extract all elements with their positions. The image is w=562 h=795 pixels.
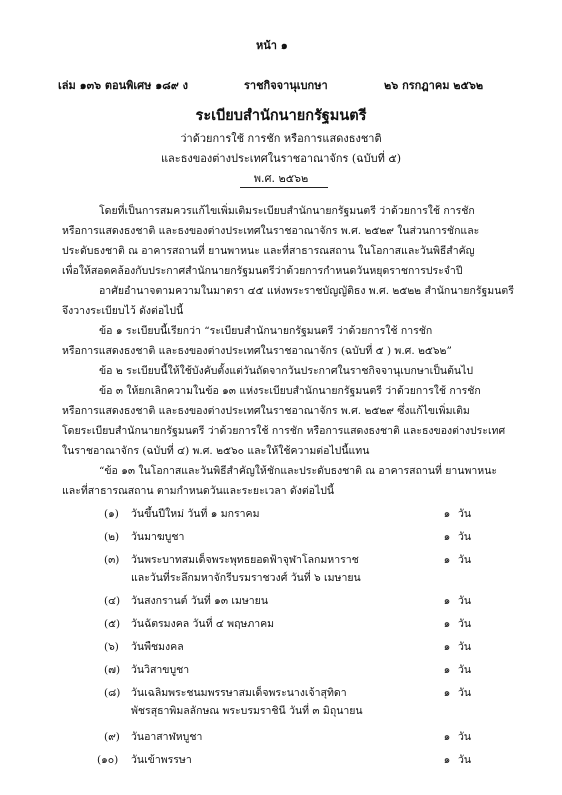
list-item-name: วันเฉลิมพระชนมพรรษาสมเด็จพระนางเจ้าสุทิดา <box>131 687 347 699</box>
body-line: หรือการแสดงธงชาติ และธงของต่างประเทศในราชอาณาจักร พ.ศ. ๒๕๒๙ ซึ่งแก้ไขเพิ่มเติม <box>62 405 470 417</box>
list-item-number: (๑๐) <box>97 754 119 766</box>
gazette-date: ๒๖ กรกฎาคม ๒๕๖๒ <box>384 79 484 92</box>
list-item-name: วันมาฆบูชา <box>131 531 185 543</box>
list-item-continuation: และวันที่ระลึกมหาจักรีบรมราชวงศ์ วันที่ ๖ เมษายน <box>131 572 361 584</box>
list-item-days: ๑ <box>443 531 451 543</box>
list-item-days: ๑ <box>443 664 451 676</box>
list-item-unit: วัน <box>458 618 472 630</box>
list-item-name: วันสงกรานต์ วันที่ ๑๓ เมษายน <box>131 595 269 607</box>
list-item-days: ๑ <box>443 554 451 566</box>
body-line: หรือการแสดงธงชาติ และธงของต่างประเทศในราชอาณาจักร (ฉบับที่ ๕ ) พ.ศ. ๒๕๖๒” <box>62 345 452 357</box>
list-item-number: (๕) <box>104 618 121 630</box>
doc-subtitle-2: และธงของต่างประเทศในราชอาณาจักร (ฉบับที่ ๕) <box>160 152 402 165</box>
list-item-name: วันพระบาทสมเด็จพระพุทธยอดฟ้าจุฬาโลกมหาราช <box>131 554 359 566</box>
doc-year: พ.ศ. ๒๕๖๒ <box>253 172 309 185</box>
body-line: หรือการแสดงธงชาติ และธงของต่างประเทศในราชอาณาจักร พ.ศ. ๒๕๒๙ ในส่วนการชักและ <box>62 225 480 237</box>
list-item-continuation: พัชรสุธาพิมลลักษณ พระบรมราชินี วันที่ ๓ มิถุนายน <box>131 705 363 717</box>
list-item-number: (๗) <box>104 664 121 676</box>
list-item-unit: วัน <box>458 554 472 566</box>
doc-subtitle-1: ว่าด้วยการใช้ การชัก หรือการแสดงธงชาติ <box>180 132 382 145</box>
list-item-days: ๑ <box>443 595 451 607</box>
list-item-days: ๑ <box>443 618 451 630</box>
gazette-volume: เล่ม ๑๓๖ ตอนพิเศษ ๑๘๙ ง <box>58 79 188 92</box>
body-line: และที่สาธารณสถาน ตามกำหนดวันและระยะเวลา ดังต่อไปนี้ <box>62 485 335 497</box>
body-line: อาศัยอำนาจตามความในมาตรา ๔๕ แห่งพระราชบัญญัติธง พ.ศ. ๒๕๒๒ สำนักนายกรัฐมนตรี <box>99 285 514 297</box>
body-line: โดยระเบียบสำนักนายกรัฐมนตรี ว่าด้วยการใช้ การชัก หรือการแสดงธงชาติ และธงของต่างประเทศ <box>62 425 506 437</box>
list-item-name: วันขึ้นปีใหม่ วันที่ ๑ มกราคม <box>131 508 260 520</box>
list-item-number: (๓) <box>104 554 120 566</box>
body-line: ข้อ ๓ ให้ยกเลิกความในข้อ ๑๓ แห่งระเบียบสำนักนายกรัฐมนตรี ว่าด้วยการใช้ การชัก <box>99 385 481 397</box>
body-line: โดยที่เป็นการสมควรแก้ไขเพิ่มเติมระเบียบสำนักนายกรัฐมนตรี ว่าด้วยการใช้ การชัก <box>99 205 475 217</box>
list-item-number: (๒) <box>104 531 120 543</box>
list-item-days: ๑ <box>443 731 451 743</box>
list-item-unit: วัน <box>458 664 472 676</box>
list-item-days: ๑ <box>443 687 451 699</box>
list-item-number: (๔) <box>104 595 121 607</box>
list-item-name: วันฉัตรมงคล วันที่ ๔ พฤษภาคม <box>131 618 275 630</box>
list-item-number: (๑) <box>104 508 119 520</box>
title-divider <box>240 187 328 188</box>
list-item-number: (๙) <box>104 731 120 743</box>
list-item-unit: วัน <box>458 595 472 607</box>
page-number: หน้า ๑ <box>256 39 288 52</box>
list-item-unit: วัน <box>458 641 472 653</box>
body-line: ข้อ ๑ ระเบียบนี้เรียกว่า “ระเบียบสำนักนายกรัฐมนตรี ว่าด้วยการใช้ การชัก <box>99 325 433 337</box>
list-item-days: ๑ <box>443 508 451 520</box>
body-line: ข้อ ๒ ระเบียบนี้ให้ใช้บังคับตั้งแต่วันถัดจากวันประกาศในราชกิจจานุเบกษาเป็นต้นไป <box>99 365 474 377</box>
list-item-unit: วัน <box>458 687 472 699</box>
body-line: ประดับธงชาติ ณ อาคารสถานที่ ยานพาหนะ และที่สาธารณสถาน ในโอกาสและวันพิธีสำคัญ <box>62 245 475 257</box>
list-item-unit: วัน <box>458 731 472 743</box>
list-item-unit: วัน <box>458 531 472 543</box>
body-line: จึงวางระเบียบไว้ ดังต่อไปนี้ <box>62 305 184 317</box>
list-item-unit: วัน <box>458 754 472 766</box>
list-item-unit: วัน <box>458 508 472 520</box>
list-item-name: วันพืชมงคล <box>131 641 184 653</box>
list-item-days: ๑ <box>443 641 451 653</box>
list-item-number: (๖) <box>104 641 119 653</box>
doc-title: ระเบียบสำนักนายกรัฐมนตรี <box>195 107 367 124</box>
body-line: ในราชอาณาจักร (ฉบับที่ ๔) พ.ศ. ๒๕๖๐ และให้ใช้ความต่อไปนี้แทน <box>62 445 370 457</box>
list-item-name: วันเข้าพรรษา <box>131 754 192 766</box>
list-item-name: วันวิสาขบูชา <box>131 664 190 676</box>
list-item-days: ๑ <box>443 754 451 766</box>
list-item-name: วันอาสาฬหบูชา <box>131 731 203 743</box>
list-item-number: (๘) <box>104 687 121 699</box>
body-line: “ข้อ ๑๓ ในโอกาสและวันพิธีสำคัญให้ชักและประดับธงชาติ ณ อาคารสถานที่ ยานพาหนะ <box>99 465 498 477</box>
body-line: เพื่อให้สอดคล้องกับประกาศสำนักนายกรัฐมนตรีว่าด้วยการกำหนดวันหยุดราชการประจำปี <box>62 265 463 277</box>
gazette-name: ราชกิจจานุเบกษา <box>244 79 328 92</box>
